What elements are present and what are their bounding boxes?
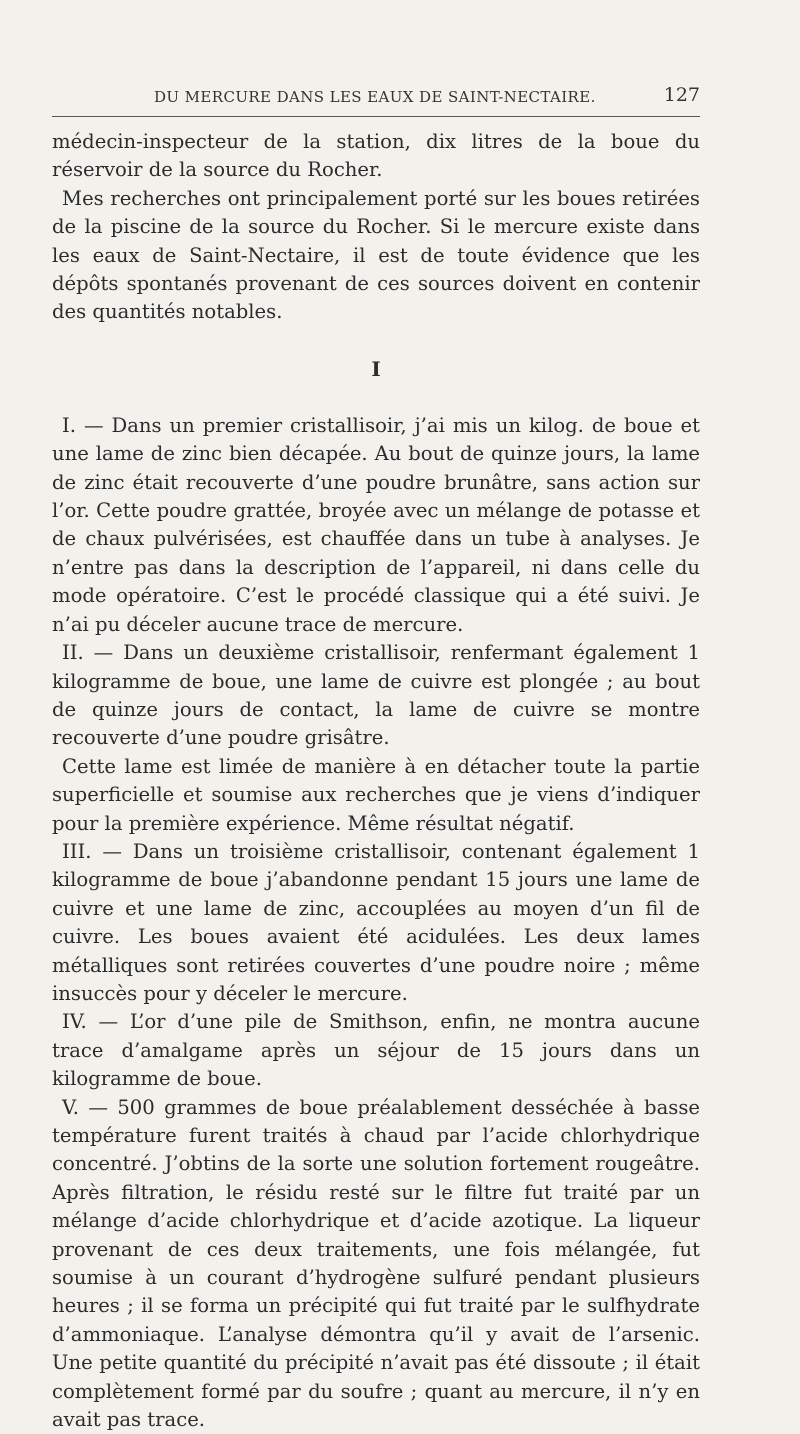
body-text	[52, 128, 700, 1434]
paragraph-experiment-3: III. — Dans un troisième cristallisoir, contenant également 1 kilogramme de boue j’abandonne pendant 15 jours une lame de cuivre et une lame de zinc, accouplées au moyen d’un fil de cuivre. Les boues avaient été acidulées. Les deux lames métalliques sont retirées couvertes d’une poudre noire ; même insuccès pour y déceler le mercure.	[52, 839, 700, 1005]
paragraph: Cette lame est limée de manière à en détacher toute la partie superficielle et soumise aux recherches que je viens d’indiquer pour la première expérience. Même résultat négatif.	[52, 754, 700, 835]
paragraph-experiment-2: II. — Dans un deuxième cristallisoir, renfermant également 1 kilogramme de boue, une lame de cuivre est plongée ; au bout de quinze jours de contact, la lame de cuivre se montre recouverte d’une poudre grisâtre.	[52, 641, 700, 750]
page-header	[52, 82, 700, 117]
paragraph-experiment-5: V. — 500 grammes de boue préalablement desséchée à basse température furent traités à chaud par l’acide chlorhydrique concentré. J’obtins de la sorte une solution fortement rougeâtre. Après filtration, le résidu resté sur le filtre fut traité par un mélange d’acide chlorhydrique et d’acide azotique. La liqueur provenant de ces deux traitements, une fois mélangée, fut soumise à un courant d’hydrogène sulfuré pendant plusieurs heures ; il se forma un précipité qui fut traité par le sulfhydrate d’ammoniaque. L’analyse démontra qu’il y avait de l’arsenic. Une petite quantité du précipité n’avait pas été dissoute ; il était complètement formé par du soufre ; quant au mercure, il n’y en avait pas trace.	[52, 1095, 700, 1432]
paragraph-experiment-1: I. — Dans un premier cristallisoir, j’ai mis un kilog. de boue et une lame de zinc bien décapée. Au bout de quinze jours, la lame de zinc était recouverte d’une poudre brunâtre, sans action sur l’or. Cette poudre grattée, broyée avec un mélange de potasse et de chaux pulvérisées, est chauffée dans un tube à analyses. Je n’entre pas dans la description de l’appareil, ni dans celle du mode opératoire. C’est le procédé classique qui a été suivi. Je n’ai pu déceler aucune trace de mercure.	[52, 413, 700, 636]
book-page	[52, 82, 700, 1434]
paragraph: Mes recherches ont principalement porté sur les boues retirées de la piscine de la source du Rocher. Si le mercure existe dans les eaux de Saint-Nectaire, il est de toute évidence que les dépôts spontanés provenant de ces sources doivent en contenir des quantités notables.	[52, 186, 700, 324]
paragraph-experiment-4: IV. — L’or d’une pile de Smithson, enfin, ne montra aucune trace d’amalgame après un séjour de 15 jours dans un kilogramme de boue.	[52, 1010, 700, 1091]
running-title: DU MERCURE DANS LES EAUX DE SAINT-NECTAIRE.	[154, 88, 596, 106]
section-heading: I	[371, 356, 381, 381]
page-number: 127	[663, 84, 700, 106]
paragraph: médecin-inspecteur de la station, dix litres de la boue du réservoir de la source du Rocher.	[52, 130, 700, 182]
